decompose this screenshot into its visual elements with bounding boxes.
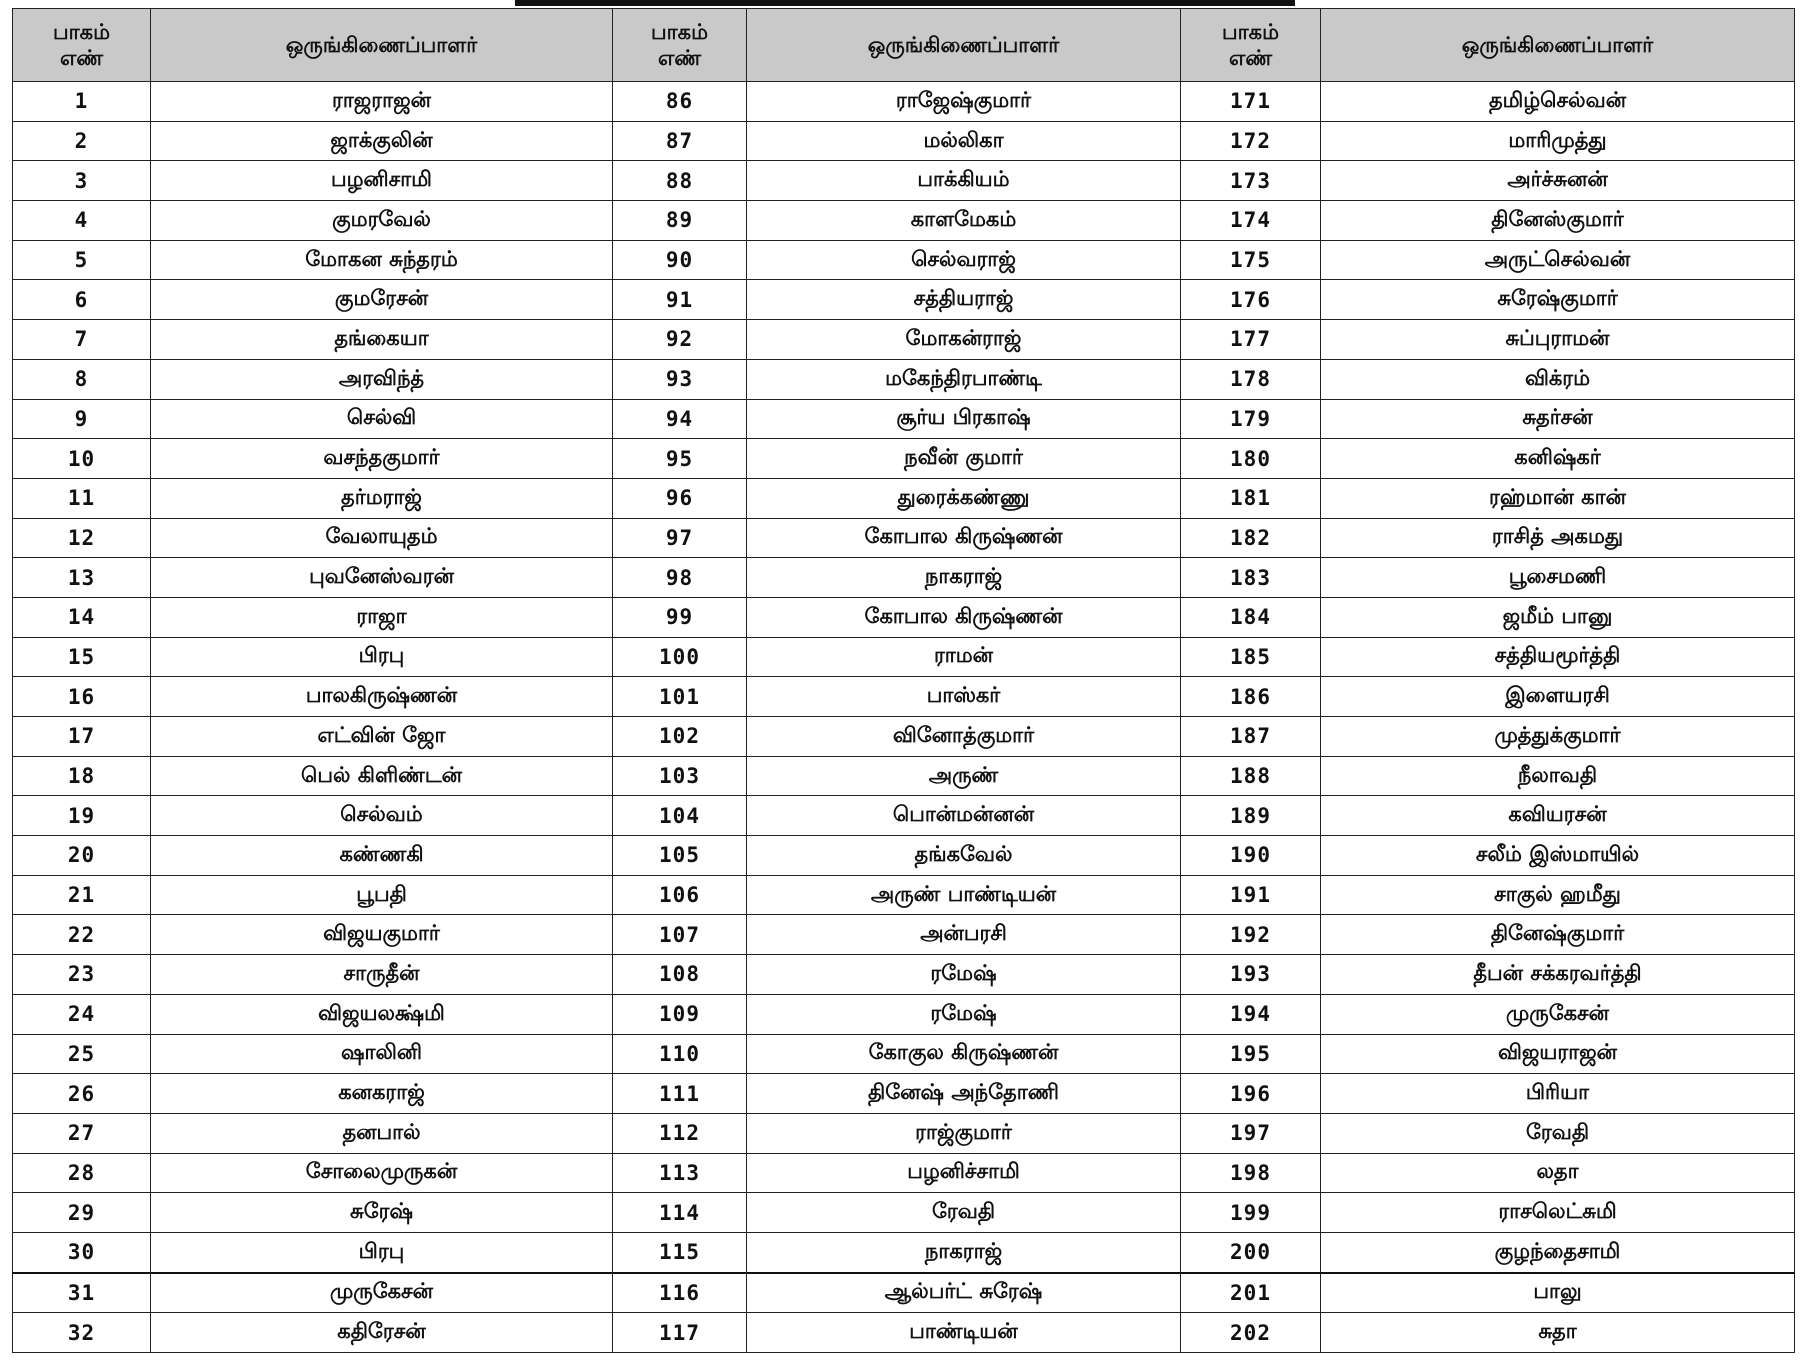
part-number-cell: 3 — [13, 161, 151, 201]
part-number-cell: 117 — [613, 1313, 747, 1353]
coordinator-name-cell: தமிழ்செல்வன் — [1321, 82, 1795, 122]
coordinator-name-cell: செல்வம் — [151, 796, 613, 836]
coordinator-name-cell: ராசலெட்சுமி — [1321, 1193, 1795, 1233]
part-number-cell: 98 — [613, 558, 747, 598]
part-number-cell: 185 — [1181, 637, 1321, 677]
table-row — [13, 518, 1795, 558]
part-number-cell: 86 — [613, 82, 747, 122]
coordinator-name-cell: அன்பரசி — [747, 915, 1181, 955]
part-number-cell: 199 — [1181, 1193, 1321, 1233]
part-number-cell: 21 — [13, 875, 151, 915]
coordinator-name-cell: சாகுல் ஹமீது — [1321, 875, 1795, 915]
part-number-cell: 31 — [13, 1273, 151, 1313]
table-row — [13, 1113, 1795, 1153]
part-number-cell: 112 — [613, 1113, 747, 1153]
coordinator-name-cell: சலீம் இஸ்மாயில் — [1321, 836, 1795, 876]
coordinator-name-cell: பெல் கிளிண்டன் — [151, 756, 613, 796]
coordinator-name-cell: கனிஷ்கர் — [1321, 439, 1795, 479]
part-number-cell: 179 — [1181, 399, 1321, 439]
coordinator-name-cell: சுதர்சன் — [1321, 399, 1795, 439]
part-number-cell: 93 — [613, 359, 747, 399]
part-number-cell: 186 — [1181, 677, 1321, 717]
coordinator-name-cell: அருண் பாண்டியன் — [747, 875, 1181, 915]
part-number-cell: 94 — [613, 399, 747, 439]
part-number-cell: 17 — [13, 717, 151, 757]
coordinator-name-cell: சாருதீன் — [151, 955, 613, 995]
coordinator-name-cell: பூசைமணி — [1321, 558, 1795, 598]
table-row — [13, 320, 1795, 360]
coordinator-name-cell: ஷாலினி — [151, 1034, 613, 1074]
part-number-cell: 175 — [1181, 240, 1321, 280]
part-number-cell: 18 — [13, 756, 151, 796]
coordinator-name-cell: தனபால் — [151, 1113, 613, 1153]
table-row — [13, 796, 1795, 836]
part-number-cell: 16 — [13, 677, 151, 717]
coordinator-name-cell: ராஜேஷ்குமார் — [747, 82, 1181, 122]
coordinator-name-cell: பாண்டியன் — [747, 1313, 1181, 1353]
coordinator-name-cell: பிரபு — [151, 637, 613, 677]
coordinator-name-cell: நாகராஜ் — [747, 558, 1181, 598]
coordinator-name-cell: ஆல்பர்ட் சுரேஷ் — [747, 1273, 1181, 1313]
coordinator-name-cell: ராஜ்குமார் — [747, 1113, 1181, 1153]
part-number-cell: 116 — [613, 1273, 747, 1313]
coordinator-name-cell: நீலாவதி — [1321, 756, 1795, 796]
part-number-cell: 197 — [1181, 1113, 1321, 1153]
part-number-cell: 87 — [613, 121, 747, 161]
header-coordinator: ஒருங்கிணைப்பாளர் — [1321, 9, 1795, 82]
part-number-cell: 12 — [13, 518, 151, 558]
part-number-cell: 95 — [613, 439, 747, 479]
part-number-cell: 111 — [613, 1074, 747, 1114]
coordinator-name-cell: தினேஷ்குமார் — [1321, 915, 1795, 955]
header-coordinator: ஒருங்கிணைப்பாளர் — [747, 9, 1181, 82]
coordinator-name-cell: ராமன் — [747, 637, 1181, 677]
part-number-cell: 7 — [13, 320, 151, 360]
part-number-cell: 190 — [1181, 836, 1321, 876]
part-number-cell: 4 — [13, 201, 151, 241]
table-row — [13, 439, 1795, 479]
part-number-cell: 187 — [1181, 717, 1321, 757]
part-number-cell: 181 — [1181, 478, 1321, 518]
part-number-cell: 176 — [1181, 280, 1321, 320]
part-number-cell: 103 — [613, 756, 747, 796]
coordinator-name-cell: ரேவதி — [747, 1193, 1181, 1233]
header-coordinator: ஒருங்கிணைப்பாளர் — [151, 9, 613, 82]
table-row — [13, 1193, 1795, 1233]
part-number-cell: 2 — [13, 121, 151, 161]
part-number-cell: 26 — [13, 1074, 151, 1114]
coordinator-name-cell: செல்வி — [151, 399, 613, 439]
table-row — [13, 399, 1795, 439]
coordinator-name-cell: சுரேஷ் — [151, 1193, 613, 1233]
coordinator-name-cell: ஜாக்குலின் — [151, 121, 613, 161]
coordinator-name-cell: முருகேசன் — [1321, 994, 1795, 1034]
coordinator-name-cell: சுதா — [1321, 1313, 1795, 1353]
coordinator-name-cell: பழனிச்சாமி — [747, 1153, 1181, 1193]
table-row — [13, 915, 1795, 955]
part-number-cell: 113 — [613, 1153, 747, 1193]
part-number-cell: 109 — [613, 994, 747, 1034]
coordinator-name-cell: ஜமீம் பானு — [1321, 597, 1795, 637]
coordinator-name-cell: பொன்மன்னன் — [747, 796, 1181, 836]
coordinator-name-cell: கதிரேசன் — [151, 1313, 613, 1353]
part-number-cell: 13 — [13, 558, 151, 598]
coordinator-name-cell: ராசித் அகமது — [1321, 518, 1795, 558]
part-number-cell: 105 — [613, 836, 747, 876]
part-number-cell: 173 — [1181, 161, 1321, 201]
part-number-cell: 29 — [13, 1193, 151, 1233]
header-number-label: எண் — [1228, 46, 1273, 70]
header-number-label: எண் — [657, 46, 702, 70]
coordinator-name-cell: பாக்கியம் — [747, 161, 1181, 201]
coordinator-name-cell: ரமேஷ் — [747, 955, 1181, 995]
coordinator-name-cell: அருண் — [747, 756, 1181, 796]
table-row — [13, 756, 1795, 796]
part-number-cell: 188 — [1181, 756, 1321, 796]
part-number-cell: 97 — [613, 518, 747, 558]
coordinator-name-cell: குழந்தைசாமி — [1321, 1232, 1795, 1272]
part-number-cell: 20 — [13, 836, 151, 876]
top-border-bar — [515, 0, 1295, 6]
coordinator-table — [12, 8, 1795, 1353]
table-row — [13, 955, 1795, 995]
coordinator-name-cell: தினேஷ் அந்தோணி — [747, 1074, 1181, 1114]
coordinator-name-cell: மல்லிகா — [747, 121, 1181, 161]
coordinator-name-cell: மகேந்திரபாண்டி — [747, 359, 1181, 399]
coordinator-name-cell: தர்மராஜ் — [151, 478, 613, 518]
part-number-cell: 104 — [613, 796, 747, 836]
coordinator-name-cell: அரவிந்த் — [151, 359, 613, 399]
coordinator-name-cell: பூபதி — [151, 875, 613, 915]
coordinator-name-cell: பாலு — [1321, 1273, 1795, 1313]
header-part-label: பாகம் — [1222, 20, 1279, 44]
coordinator-name-cell: அருட்செல்வன் — [1321, 240, 1795, 280]
part-number-cell: 191 — [1181, 875, 1321, 915]
header-row — [13, 9, 1795, 82]
table-row — [13, 280, 1795, 320]
part-number-cell: 8 — [13, 359, 151, 399]
table-row — [13, 1232, 1795, 1272]
part-number-cell: 23 — [13, 955, 151, 995]
coordinator-name-cell: குமரேசன் — [151, 280, 613, 320]
table-row — [13, 1273, 1795, 1313]
table-row — [13, 1313, 1795, 1353]
coordinator-name-cell: முருகேசன் — [151, 1273, 613, 1313]
part-number-cell: 182 — [1181, 518, 1321, 558]
coordinator-name-cell: கவியரசன் — [1321, 796, 1795, 836]
coordinator-name-cell: வசந்தகுமார் — [151, 439, 613, 479]
table-row — [13, 717, 1795, 757]
coordinator-name-cell: ராஜராஜன் — [151, 82, 613, 122]
header-part-number — [613, 9, 747, 82]
part-number-cell: 15 — [13, 637, 151, 677]
table-row — [13, 1074, 1795, 1114]
table-row — [13, 637, 1795, 677]
part-number-cell: 32 — [13, 1313, 151, 1353]
part-number-cell: 100 — [613, 637, 747, 677]
part-number-cell: 88 — [613, 161, 747, 201]
part-number-cell: 9 — [13, 399, 151, 439]
coordinator-name-cell: தங்கையா — [151, 320, 613, 360]
coordinator-name-cell: சுப்புராமன் — [1321, 320, 1795, 360]
coordinator-name-cell: லதா — [1321, 1153, 1795, 1193]
part-number-cell: 194 — [1181, 994, 1321, 1034]
coordinator-name-cell: பாஸ்கர் — [747, 677, 1181, 717]
part-number-cell: 22 — [13, 915, 151, 955]
coordinator-name-cell: தினேஸ்குமார் — [1321, 201, 1795, 241]
part-number-cell: 189 — [1181, 796, 1321, 836]
coordinator-name-cell: கோபால கிருஷ்ணன் — [747, 597, 1181, 637]
coordinator-name-cell: ரஹ்மான் கான் — [1321, 478, 1795, 518]
part-number-cell: 92 — [613, 320, 747, 360]
coordinator-name-cell: சத்தியராஜ் — [747, 280, 1181, 320]
table-row — [13, 1034, 1795, 1074]
coordinator-name-cell: வேலாயுதம் — [151, 518, 613, 558]
coordinator-name-cell: கோகுல கிருஷ்ணன் — [747, 1034, 1181, 1074]
part-number-cell: 193 — [1181, 955, 1321, 995]
header-part-number — [1181, 9, 1321, 82]
table-row — [13, 240, 1795, 280]
table-row — [13, 1153, 1795, 1193]
header-number-label: எண் — [59, 46, 104, 70]
coordinator-name-cell: விக்ரம் — [1321, 359, 1795, 399]
part-number-cell: 174 — [1181, 201, 1321, 241]
coordinator-name-cell: சுரேஷ்குமார் — [1321, 280, 1795, 320]
part-number-cell: 202 — [1181, 1313, 1321, 1353]
coordinator-name-cell: கோபால கிருஷ்ணன் — [747, 518, 1181, 558]
part-number-cell: 201 — [1181, 1273, 1321, 1313]
coordinator-name-cell: செல்வராஜ் — [747, 240, 1181, 280]
table-row — [13, 558, 1795, 598]
header-part-label: பாகம் — [53, 20, 110, 44]
part-number-cell: 183 — [1181, 558, 1321, 598]
part-number-cell: 6 — [13, 280, 151, 320]
table-row — [13, 875, 1795, 915]
table-row — [13, 994, 1795, 1034]
coordinator-name-cell: கண்ணகி — [151, 836, 613, 876]
part-number-cell: 1 — [13, 82, 151, 122]
coordinator-name-cell: அர்ச்சுனன் — [1321, 161, 1795, 201]
coordinator-name-cell: பிரியா — [1321, 1074, 1795, 1114]
part-number-cell: 192 — [1181, 915, 1321, 955]
part-number-cell: 89 — [613, 201, 747, 241]
part-number-cell: 180 — [1181, 439, 1321, 479]
part-number-cell: 96 — [613, 478, 747, 518]
coordinator-name-cell: புவனேஸ்வரன் — [151, 558, 613, 598]
coordinator-name-cell: சூர்ய பிரகாஷ் — [747, 399, 1181, 439]
part-number-cell: 115 — [613, 1232, 747, 1272]
part-number-cell: 28 — [13, 1153, 151, 1193]
coordinator-name-cell: பாலகிருஷ்ணன் — [151, 677, 613, 717]
table-header — [13, 9, 1795, 82]
part-number-cell: 107 — [613, 915, 747, 955]
part-number-cell: 25 — [13, 1034, 151, 1074]
part-number-cell: 195 — [1181, 1034, 1321, 1074]
part-number-cell: 101 — [613, 677, 747, 717]
coordinator-name-cell: நாகராஜ் — [747, 1232, 1181, 1272]
table-row — [13, 121, 1795, 161]
table-row — [13, 161, 1795, 201]
coordinator-name-cell: இளையரசி — [1321, 677, 1795, 717]
part-number-cell: 106 — [613, 875, 747, 915]
part-number-cell: 110 — [613, 1034, 747, 1074]
part-number-cell: 27 — [13, 1113, 151, 1153]
coordinator-name-cell: விஜயராஜன் — [1321, 1034, 1795, 1074]
part-number-cell: 14 — [13, 597, 151, 637]
part-number-cell: 108 — [613, 955, 747, 995]
part-number-cell: 10 — [13, 439, 151, 479]
part-number-cell: 24 — [13, 994, 151, 1034]
header-part-number — [13, 9, 151, 82]
part-number-cell: 172 — [1181, 121, 1321, 161]
part-number-cell: 102 — [613, 717, 747, 757]
coordinator-name-cell: நவீன் குமார் — [747, 439, 1181, 479]
coordinator-name-cell: தீபன் சக்கரவர்த்தி — [1321, 955, 1795, 995]
coordinator-name-cell: விஜயலக்ஷ்மி — [151, 994, 613, 1034]
table-row — [13, 478, 1795, 518]
part-number-cell: 200 — [1181, 1232, 1321, 1272]
part-number-cell: 178 — [1181, 359, 1321, 399]
table-row — [13, 201, 1795, 241]
part-number-cell: 198 — [1181, 1153, 1321, 1193]
part-number-cell: 171 — [1181, 82, 1321, 122]
table-row — [13, 82, 1795, 122]
part-number-cell: 114 — [613, 1193, 747, 1233]
part-number-cell: 177 — [1181, 320, 1321, 360]
coordinator-name-cell: காளமேகம் — [747, 201, 1181, 241]
part-number-cell: 90 — [613, 240, 747, 280]
coordinator-name-cell: பிரபு — [151, 1232, 613, 1272]
coordinator-name-cell: விஜயகுமார் — [151, 915, 613, 955]
part-number-cell: 30 — [13, 1232, 151, 1272]
part-number-cell: 5 — [13, 240, 151, 280]
coordinator-name-cell: தங்கவேல் — [747, 836, 1181, 876]
header-part-label: பாகம் — [651, 20, 708, 44]
part-number-cell: 184 — [1181, 597, 1321, 637]
table-body — [13, 82, 1795, 1353]
coordinator-name-cell: முத்துக்குமார் — [1321, 717, 1795, 757]
coordinator-name-cell: எட்வின் ஜோ — [151, 717, 613, 757]
part-number-cell: 99 — [613, 597, 747, 637]
part-number-cell: 11 — [13, 478, 151, 518]
coordinator-name-cell: ரேவதி — [1321, 1113, 1795, 1153]
coordinator-name-cell: சோலைமுருகன் — [151, 1153, 613, 1193]
coordinator-name-cell: மோகன சுந்தரம் — [151, 240, 613, 280]
coordinator-name-cell: பழனிசாமி — [151, 161, 613, 201]
coordinator-name-cell: மாரிமுத்து — [1321, 121, 1795, 161]
part-number-cell: 19 — [13, 796, 151, 836]
coordinator-name-cell: வினோத்குமார் — [747, 717, 1181, 757]
part-number-cell: 196 — [1181, 1074, 1321, 1114]
coordinator-name-cell: குமரவேல் — [151, 201, 613, 241]
coordinator-name-cell: சத்தியமூர்த்தி — [1321, 637, 1795, 677]
coordinator-name-cell: ராஜா — [151, 597, 613, 637]
table-row — [13, 836, 1795, 876]
coordinator-name-cell: கனகராஜ் — [151, 1074, 613, 1114]
coordinator-name-cell: ரமேஷ் — [747, 994, 1181, 1034]
coordinator-name-cell: மோகன்ராஜ் — [747, 320, 1181, 360]
coordinator-name-cell: துரைக்கண்ணு — [747, 478, 1181, 518]
table-row — [13, 359, 1795, 399]
part-number-cell: 91 — [613, 280, 747, 320]
table-row — [13, 597, 1795, 637]
table-row — [13, 677, 1795, 717]
